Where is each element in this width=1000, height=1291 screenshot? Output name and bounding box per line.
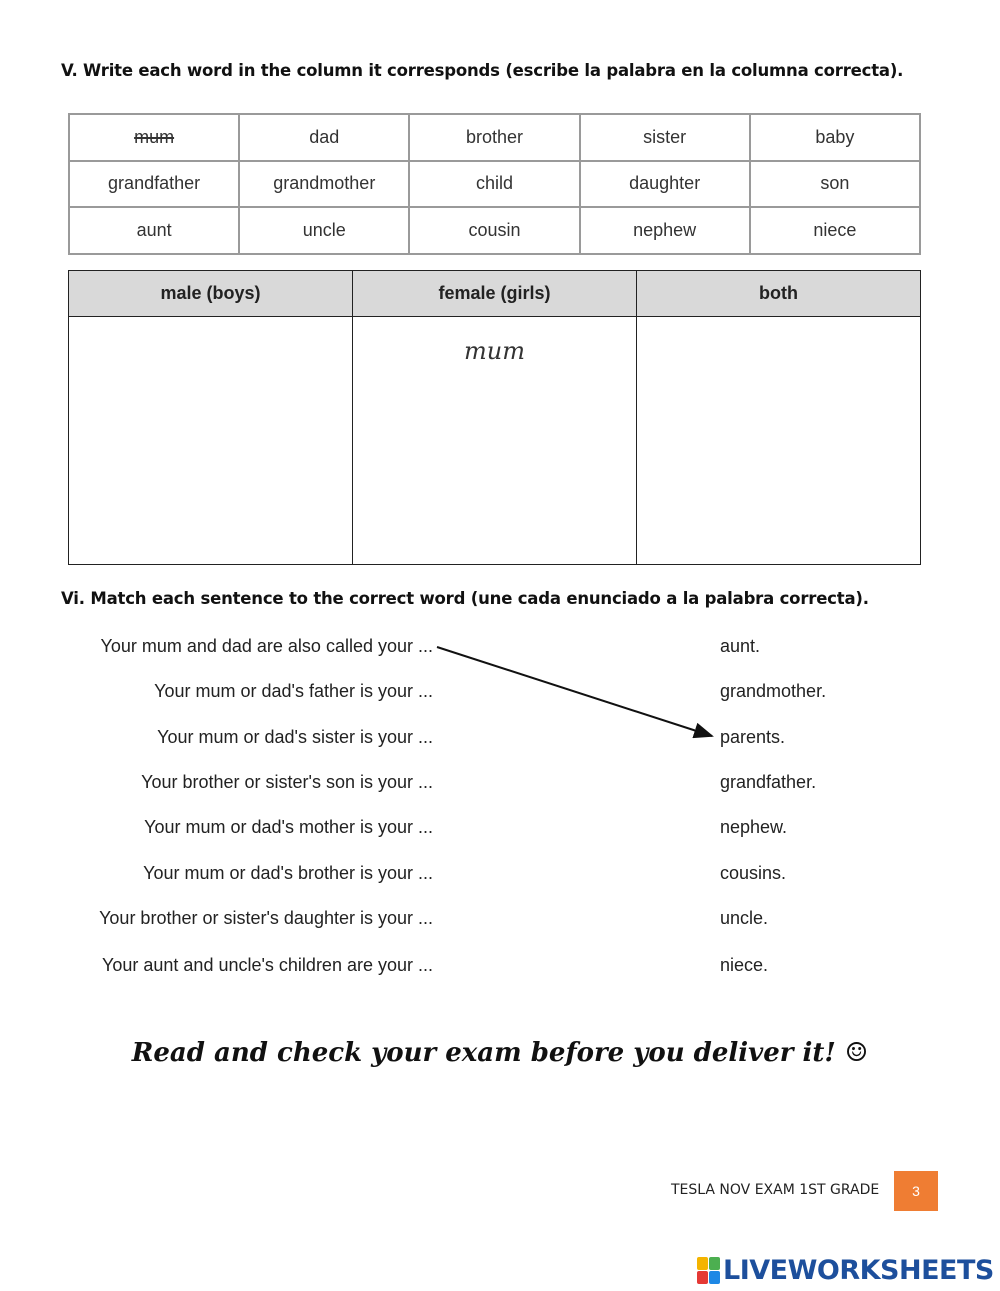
logo-text: LIVEWORKSHEETS (723, 1254, 994, 1286)
word-bank-row (69, 114, 920, 161)
footer-text: TESLA NOV EXAM 1ST GRADE (671, 1182, 880, 1198)
match-sentence[interactable]: Your mum or dad's mother is your ... (144, 817, 433, 837)
word-cell: grandfather (69, 161, 239, 208)
word-cell: aunt (69, 207, 239, 254)
sort-table (68, 270, 921, 565)
section-6-heading: Vi. Match each sentence to the correct word (une cada enunciado a la palabra correcta). (61, 589, 869, 608)
column-header-male: male (boys) (69, 271, 353, 317)
match-answer[interactable]: grandmother. (720, 681, 827, 701)
word-bank-row (69, 207, 920, 254)
match-answer[interactable]: cousins. (720, 863, 787, 883)
word-bank-row (69, 161, 920, 208)
logo-blocks-icon (697, 1257, 720, 1284)
match-sentence[interactable]: Your mum or dad's father is your ... (154, 681, 433, 701)
word-cell: brother (409, 114, 579, 161)
match-sentence[interactable]: Your brother or sister's son is your ... (141, 772, 433, 792)
match-answer[interactable]: niece. (720, 955, 769, 975)
match-sentence[interactable]: Your mum or dad's sister is your ... (157, 727, 433, 747)
male-answer-area[interactable] (69, 317, 353, 565)
match-sentence[interactable]: Your brother or sister's daughter is your ... (99, 908, 433, 928)
word-cell: dad (239, 114, 409, 161)
closing-message: Read and check your exam before you deliver it! ☺ (131, 1038, 869, 1068)
match-answer[interactable]: uncle. (720, 908, 769, 928)
section-5-heading: V. Write each word in the column it corresponds (escribe la palabra en la columna correcta). (61, 61, 904, 80)
word-cell: uncle (239, 207, 409, 254)
word-bank-table (68, 113, 921, 255)
handwritten-answer: mum (464, 337, 525, 365)
match-answer[interactable]: parents. (720, 727, 786, 747)
word-cell: nephew (580, 207, 750, 254)
page-number-badge: 3 (894, 1171, 938, 1211)
word-cell: sister (580, 114, 750, 161)
liveworksheets-logo (697, 1255, 994, 1285)
match-answer[interactable]: nephew. (720, 817, 788, 837)
word-cell: baby (750, 114, 920, 161)
match-sentence[interactable]: Your mum or dad's brother is your ... (143, 863, 433, 883)
word-cell: niece (750, 207, 920, 254)
word-cell: grandmother (239, 161, 409, 208)
match-answer[interactable]: grandfather. (720, 772, 817, 792)
female-answer-area[interactable] (353, 317, 637, 565)
column-header-both: both (637, 271, 921, 317)
match-answer[interactable]: aunt. (720, 636, 761, 656)
word-cell: son (750, 161, 920, 208)
word-cell: child (409, 161, 579, 208)
word-cell: cousin (409, 207, 579, 254)
word-cell: mum (69, 114, 239, 161)
word-cell: daughter (580, 161, 750, 208)
column-header-female: female (girls) (353, 271, 637, 317)
match-sentence[interactable]: Your mum and dad are also called your ... (100, 636, 433, 656)
both-answer-area[interactable] (637, 317, 921, 565)
match-sentence[interactable]: Your aunt and uncle's children are your ... (102, 955, 433, 975)
